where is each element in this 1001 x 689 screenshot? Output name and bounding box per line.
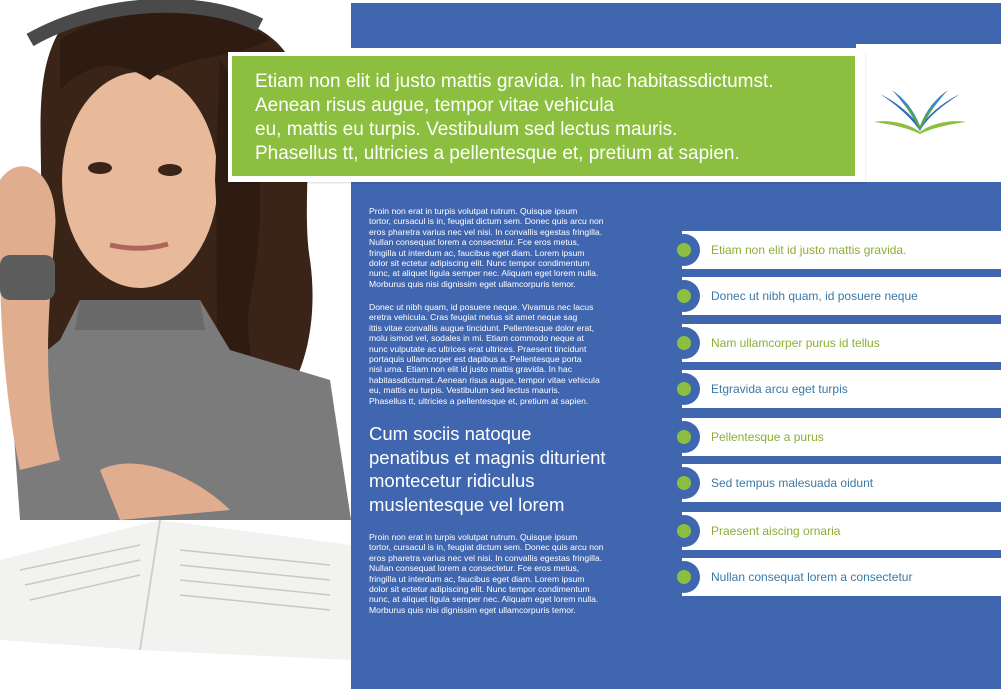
text-line: eretra vehicula. Cras feugiat metus sit amet neque sag <box>369 312 578 323</box>
text-line: molu ismod vel, sodales in mi. Etiam commodo neque at <box>369 333 584 344</box>
text-line: nunc, at aliquet ligula semper nec. Aliquam eget lorem nulla. <box>369 268 599 279</box>
text-line: Morburus quis nisi dignissim eget ullamcorpuris temor. <box>369 278 576 289</box>
bullet-item <box>668 512 1001 550</box>
text-line: tortor, cursacul is in, feugiat dictum sem. Donec quis arcu non <box>369 542 604 553</box>
top-edge <box>351 0 1001 3</box>
bullet-item <box>668 558 1001 596</box>
headline-box <box>228 52 865 182</box>
subheading-line: penatibus et magnis diturient <box>369 446 606 468</box>
text-line: Donec ut nibh quam, id posuere neque. Vivamus nec lacus <box>369 302 594 312</box>
open-book-logo-icon <box>870 86 970 136</box>
text-line: eros pharetra varius nec vel nisi. In convallis egestas fringilla. <box>369 552 603 563</box>
bullet-item <box>668 277 1001 315</box>
body-paragraph-2 <box>369 302 625 406</box>
headline-line: Phasellus tt, ultricies a pellentesque et, pretium at sapien. <box>255 143 740 164</box>
subheading-line: montecetur ridiculus <box>369 470 535 491</box>
bullet-label: Sed tempus malesuada oidunt <box>711 476 874 490</box>
text-line: fringilla ut interdum ac, faucibus eget diam. Lorem ipsum <box>369 573 585 584</box>
bullet-item <box>668 370 1001 408</box>
text-line: dolor sit ectetur adipiscing elit. Nunc tempor condimentum <box>369 584 590 595</box>
text-line: habitassdictumst. Aenean risus augue, tempor vitae vehicula <box>369 374 600 385</box>
bullet-item <box>668 418 1001 456</box>
bullet-dot-icon <box>668 561 700 593</box>
headline-line: Aenean risus augue, tempor vitae vehicula <box>255 95 615 116</box>
text-line: Nullan consequat lorem a consectetur. Fce eros metus, <box>369 237 580 248</box>
text-line: ittis vitae convallis augue tincidunt. Pellentesque dolor erat, <box>369 322 595 333</box>
text-line: tortor, cursacul is in, feugiat dictum sem. Donec quis arcu non <box>369 216 604 227</box>
text-line: eros pharetra varius nec vel nisi. In convallis egestas fringilla. <box>369 226 603 237</box>
headline-line: eu, mattis eu turpis. Vestibulum sed lectus mauris. <box>255 119 678 140</box>
text-line: Proin non erat in turpis volutpat rutrum. Quisque ipsum <box>369 532 578 542</box>
bullet-dot-icon <box>668 515 700 547</box>
bullet-label: Nullan consequat lorem a consectetur <box>711 570 913 584</box>
text-line: eu, mattis eu turpis. Vestibulum sed lectus mauris. <box>369 385 561 396</box>
body-paragraph-3 <box>369 532 625 615</box>
bullet-label: Etgravida arcu eget turpis <box>711 382 848 396</box>
bullet-dot-icon <box>668 467 700 499</box>
logo-box <box>856 44 1001 182</box>
body-paragraph-1 <box>369 206 625 289</box>
subheading <box>369 422 649 516</box>
text-line: Nullan consequat lorem a consectetur. Fce eros metus, <box>369 563 580 574</box>
text-line: Morburus quis nisi dignissim eget ullamcorpuris temor. <box>369 604 576 615</box>
subheading-line: muslentesque vel lorem <box>369 493 565 515</box>
bullet-dot-icon <box>668 327 700 359</box>
bullet-item <box>668 231 1001 269</box>
subheading-line: Cum sociis natoque <box>369 423 532 444</box>
headline-banner <box>232 56 855 176</box>
bullet-dot-icon <box>668 234 700 266</box>
text-line: nunc, at aliquet ligula semper nec. Aliquam eget lorem nulla. <box>369 594 599 605</box>
bullet-label: Nam ullamcorper purus id tellus <box>711 336 880 350</box>
text-line: portaquis ullamcorper est dapibus a. Pellentesque porta <box>369 354 582 365</box>
bullet-dot-icon <box>668 280 700 312</box>
text-line: nisl urna. Etiam non elit id justo mattis gravida. In hac <box>369 364 573 375</box>
text-line: Proin non erat in turpis volutpat rutrum. Quisque ipsum <box>369 206 578 216</box>
bullet-label: Pellentesque a purus <box>711 430 824 444</box>
text-line: dolor sit ectetur adipiscing elit. Nunc tempor condimentum <box>369 258 590 269</box>
bullet-label: Donec ut nibh quam, id posuere neque <box>711 289 918 303</box>
bullet-label: Etiam non elit id justo mattis gravida. <box>711 243 907 257</box>
text-line: Phasellus tt, ultricies a pellentesque et, pretium at sapien. <box>369 395 589 406</box>
text-line: nunc vulputate ac ultrices erat ultrices. Praesent tincidunt <box>369 343 587 354</box>
bullet-item <box>668 464 1001 502</box>
text-line: fringilla ut interdum ac, faucibus eget diam. Lorem ipsum <box>369 247 585 258</box>
bullet-label: Praesent aiscing ornaria <box>711 524 841 538</box>
bullet-item <box>668 324 1001 362</box>
headline-line: Etiam non elit id justo mattis gravida. In hac habitassdictumst. <box>255 71 774 92</box>
bullet-dot-icon <box>668 421 700 453</box>
bullet-dot-icon <box>668 373 700 405</box>
